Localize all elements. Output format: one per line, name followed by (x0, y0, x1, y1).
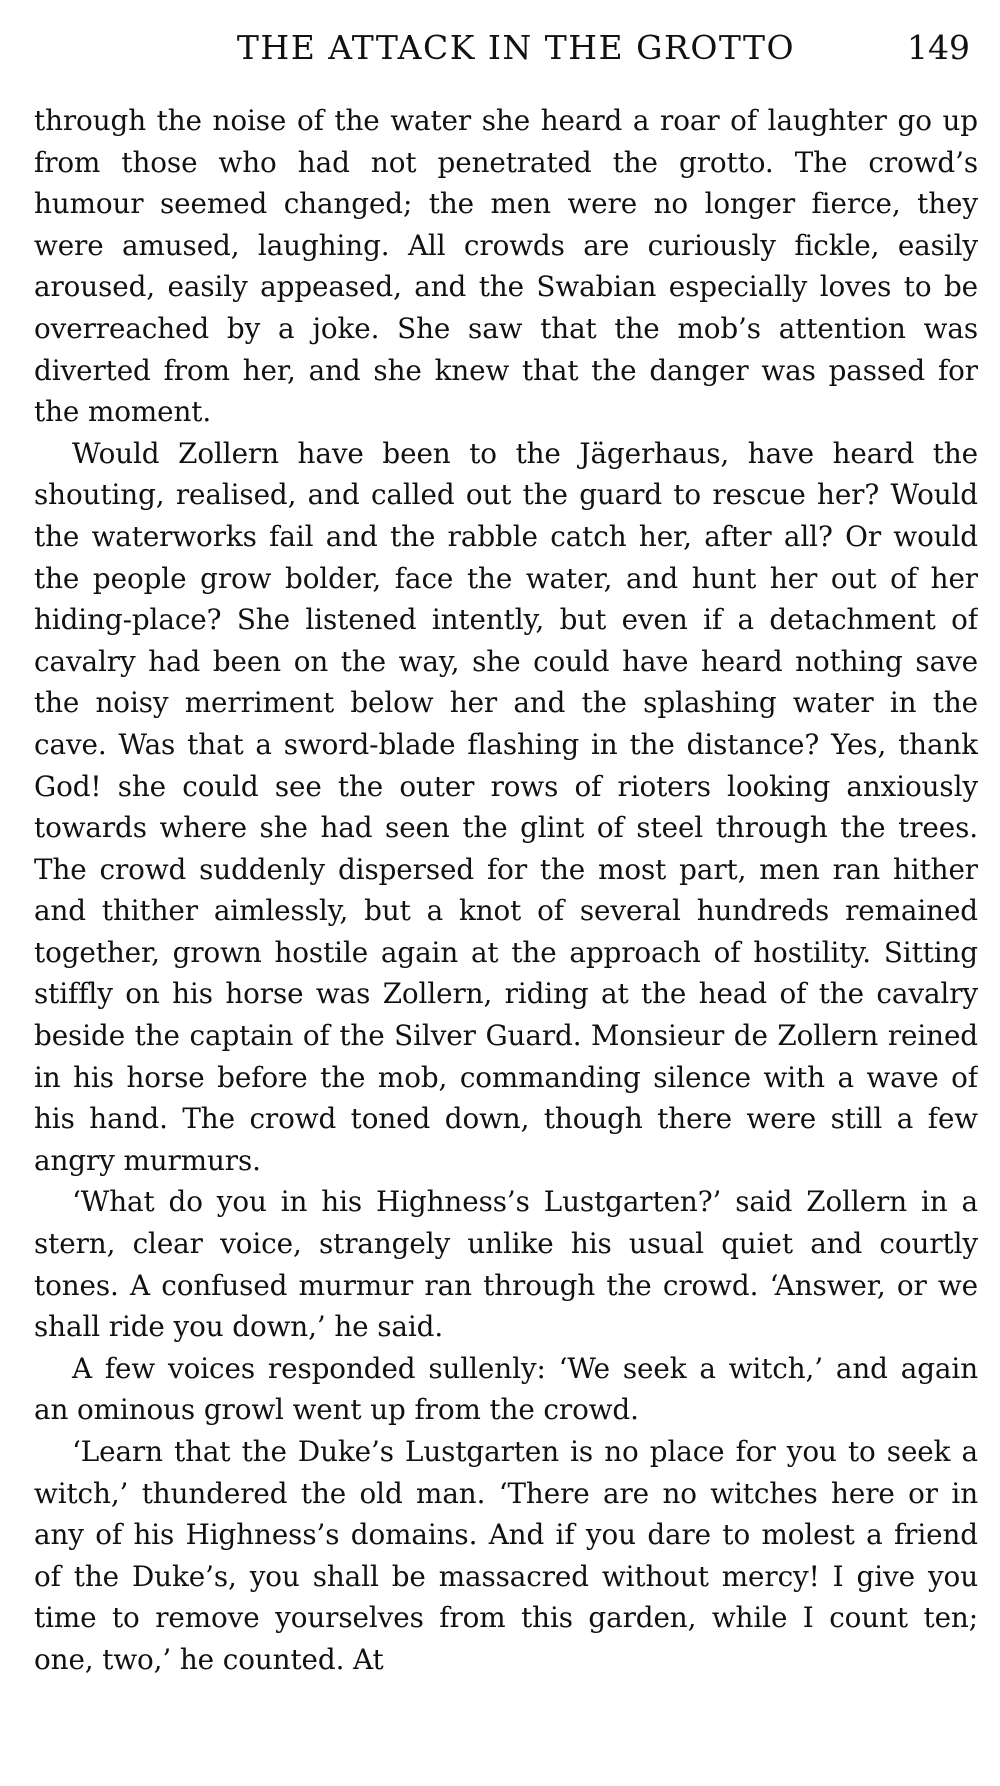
book-page (34, 28, 978, 1758)
paragraph-3: ‘What do you in his Highness’s Lustgarten?’ said Zollern in a stern, clear voice, strangely unlike his usual quiet and courtly tones. A confused murmur ran through the crowd. ‘Answer, or we shall ride you down,’ he said. (34, 1185, 978, 1344)
page-number: 149 (907, 28, 970, 67)
body-text (34, 100, 978, 1681)
paragraph-2: Would Zollern have been to the Jägerhaus, have heard the shouting, realised, and called out the guard to rescue her? Would the waterworks fail and the rabble catch her, after all? Or would the people grow bolder, face the water, and hunt her out of her hiding-place? She listened intently, but even if a detachment of cavalry had been on the way, she could have heard nothing save the noisy merriment below her and the splashing water in the cave. Was that a sword-blade flashing in the distance? Yes, thank God! she could see the outer rows of rioters looking anxiously towards where she had seen the glint of steel through the trees. The crowd suddenly dispersed for the most part, men ran hither and thither aimlessly, but a knot of several hundreds remained together, grown hostile again at the approach of hostility. Sitting stiffly on his horse was Zollern, riding at the head of the cavalry beside the captain of the Silver Guard. Monsieur de Zollern reined in his horse before the mob, commanding silence with a wave of his hand. The crowd toned down, though there were still a few angry murmurs. (34, 436, 978, 1177)
paragraph-1: through the noise of the water she heard a roar of laughter go up from those who had not penetrated the grotto. The crowd’s humour seemed changed; the men were no longer fierce, they were amused, laughing. All crowds are curiously fickle, easily aroused, easily appeased, and the Swabian especially loves to be overreached by a joke. She saw that the mob’s attention was diverted from her, and she knew that the danger was passed for the moment. (34, 104, 978, 429)
paragraph-4: A few voices responded sullenly: ‘We seek a witch,’ and again an ominous growl went up from the crowd. (34, 1351, 978, 1427)
running-head: THE ATTACK IN THE GROTTO (236, 28, 796, 67)
paragraph-5: ‘Learn that the Duke’s Lustgarten is no place for you to seek a witch,’ thundered the old man. ‘There are no witches here or in any of his Highness’s domains. And if you dare to molest a friend of the Duke’s, you shall be massacred without mercy! I give you time to remove yourselves from this garden, while I count ten; one, two,’ he counted. At (34, 1435, 978, 1676)
page-header (34, 28, 978, 76)
